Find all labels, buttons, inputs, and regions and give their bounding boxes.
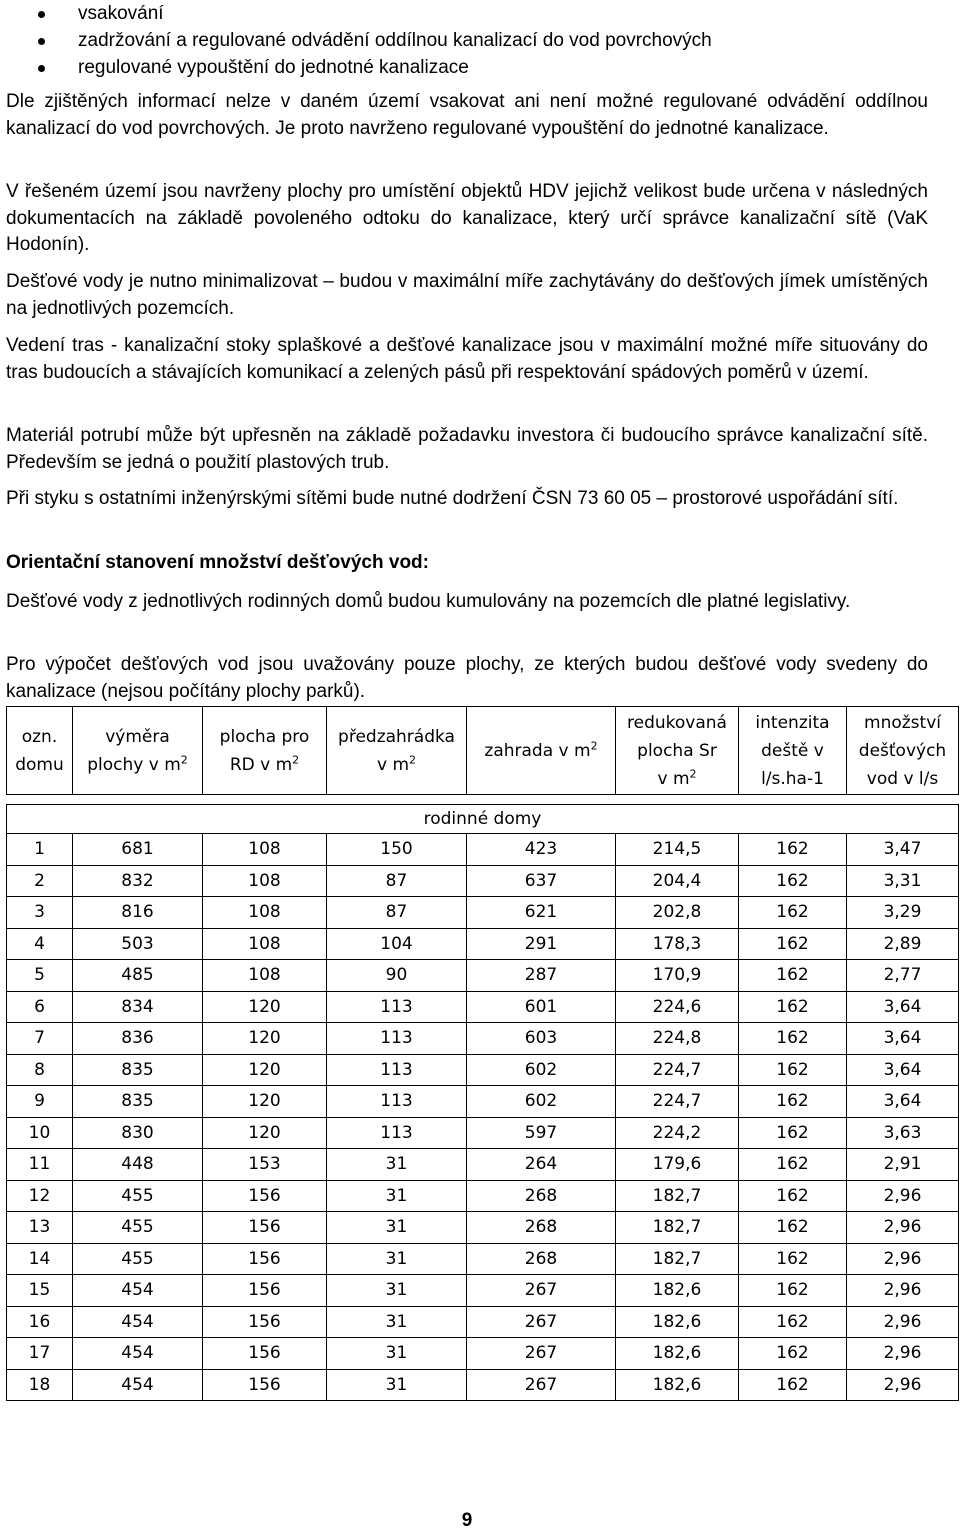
table-cell: 224,6: [616, 991, 739, 1023]
table-cell: 87: [327, 897, 467, 929]
table-header-row: [7, 707, 959, 795]
bullet-icon: [38, 38, 45, 45]
header-text: intenzita: [755, 712, 830, 733]
bullet-text: zadržování a regulované odvádění oddílnou kanalizací do vod povrchových: [78, 30, 712, 51]
bullet-item: [6, 0, 946, 27]
table-cell: 156: [203, 1180, 327, 1212]
table-cell: 834: [73, 991, 203, 1023]
header-text: v $m^2$: [657, 766, 697, 789]
table-cell: 291: [467, 928, 616, 960]
header-text: plochy v $m^2$: [87, 752, 188, 775]
table-cell: 3,31: [847, 865, 959, 897]
table-cell: 120: [203, 1117, 327, 1149]
header-text: výměra: [105, 726, 170, 747]
table-cell: 2,96: [847, 1275, 959, 1307]
table-cell: 2,96: [847, 1180, 959, 1212]
table-row: [7, 1117, 959, 1149]
table-cell: 204,4: [616, 865, 739, 897]
table-cell: 156: [203, 1338, 327, 1370]
table-cell: 113: [327, 1117, 467, 1149]
rainwater-table: [6, 706, 959, 1401]
table-cell: 10: [7, 1117, 73, 1149]
header-rain-intensity: [739, 707, 847, 795]
table-cell: 113: [327, 991, 467, 1023]
table-cell: 31: [327, 1243, 467, 1275]
bullet-text: vsakování: [78, 3, 164, 24]
bullet-list: [6, 0, 946, 81]
table-cell: 162: [739, 897, 847, 929]
table-row: [7, 960, 959, 992]
table-cell: 90: [327, 960, 467, 992]
table-row: [7, 1180, 959, 1212]
table-cell: 2,96: [847, 1369, 959, 1401]
table-cell: 170,9: [616, 960, 739, 992]
header-text: vod v l/s: [866, 768, 939, 789]
paragraph: Pro výpočet dešťových vod jsou uvažovány pouze plochy, ze kterých budou dešťové vody svedeny do kanalizace (nejsou počítány plochy parků).: [6, 654, 928, 702]
table-cell: 156: [203, 1306, 327, 1338]
table-cell: 182,6: [616, 1369, 739, 1401]
table-cell: 182,6: [616, 1306, 739, 1338]
table-cell: 162: [739, 928, 847, 960]
table-row: [7, 865, 959, 897]
table-cell: 162: [739, 1243, 847, 1275]
spacer-cell: [7, 795, 959, 805]
table-group-row: [7, 805, 959, 834]
bullet-item: [6, 54, 946, 81]
table-cell: 153: [203, 1149, 327, 1181]
table-cell: 832: [73, 865, 203, 897]
table-row: [7, 928, 959, 960]
table-cell: 2,91: [847, 1149, 959, 1181]
table-cell: 485: [73, 960, 203, 992]
table-cell: 162: [739, 1086, 847, 1118]
table-cell: 601: [467, 991, 616, 1023]
paragraph: Materiál potrubí může být upřesněn na základě požadavku investora či budoucího správce kanalizační sítě. Především se jedná o použití plastových trub.: [6, 425, 928, 473]
table-cell: 17: [7, 1338, 73, 1370]
header-text: redukovaná: [627, 712, 727, 733]
header-reduced-area: [616, 707, 739, 795]
table-cell: 454: [73, 1369, 203, 1401]
table-cell: 214,5: [616, 834, 739, 866]
table-cell: 11: [7, 1149, 73, 1181]
table-cell: 162: [739, 1369, 847, 1401]
paragraph: Dle zjištěných informací nelze v daném území vsakovat ani není možné regulované odvádění oddílnou kanalizací do vod povrchových. Je proto navrženo regulované vypouštění do jednotné kanalizace.: [6, 91, 928, 139]
table-cell: 3,63: [847, 1117, 959, 1149]
table-row: [7, 1369, 959, 1401]
table-cell: 162: [739, 991, 847, 1023]
table-cell: 179,6: [616, 1149, 739, 1181]
table-cell: 268: [467, 1243, 616, 1275]
table-cell: 108: [203, 897, 327, 929]
table-cell: 162: [739, 960, 847, 992]
header-text: domu: [15, 754, 64, 775]
table-cell: 120: [203, 1023, 327, 1055]
table-cell: 31: [327, 1149, 467, 1181]
bullet-item: [6, 27, 946, 54]
table-row: [7, 897, 959, 929]
header-text: l/s.ha-1: [761, 768, 824, 789]
table-cell: 3,64: [847, 1054, 959, 1086]
header-text: zahrada v $m^2$: [484, 738, 598, 761]
table-cell: 224,8: [616, 1023, 739, 1055]
table-cell: 12: [7, 1180, 73, 1212]
table-row: [7, 1306, 959, 1338]
table-cell: 454: [73, 1306, 203, 1338]
table-cell: 182,7: [616, 1180, 739, 1212]
table-cell: 120: [203, 991, 327, 1023]
section-heading: Orientační stanovení množství dešťových vod:: [6, 552, 429, 573]
table-row: [7, 1054, 959, 1086]
table-cell: 120: [203, 1086, 327, 1118]
header-rd-area: [203, 707, 327, 795]
table-cell: 113: [327, 1023, 467, 1055]
table-cell: 423: [467, 834, 616, 866]
table-cell: 120: [203, 1054, 327, 1086]
table-cell: 267: [467, 1338, 616, 1370]
table-cell: 455: [73, 1180, 203, 1212]
table-cell: 8: [7, 1054, 73, 1086]
table-cell: 182,6: [616, 1275, 739, 1307]
table-cell: 2,77: [847, 960, 959, 992]
header-text: v $m^2$: [376, 752, 417, 775]
paragraph: Při styku s ostatními inženýrskými sítěmi bude nutné dodržení ČSN 73 60 05 – prostorové uspořádání sítí.: [6, 488, 899, 509]
table-cell: 108: [203, 865, 327, 897]
table-cell: 104: [327, 928, 467, 960]
table-cell: 162: [739, 1054, 847, 1086]
table-cell: 162: [739, 1149, 847, 1181]
table-cell: 156: [203, 1212, 327, 1244]
table-cell: 31: [327, 1180, 467, 1212]
table-cell: 268: [467, 1212, 616, 1244]
header-flow: [847, 707, 959, 795]
table-cell: 267: [467, 1369, 616, 1401]
table-cell: 9: [7, 1086, 73, 1118]
table-cell: 182,6: [616, 1338, 739, 1370]
table-row: [7, 1086, 959, 1118]
table-cell: 503: [73, 928, 203, 960]
table-cell: 287: [467, 960, 616, 992]
table-cell: 637: [467, 865, 616, 897]
table-cell: 156: [203, 1243, 327, 1275]
header-text: dešťových: [858, 740, 947, 761]
table-cell: 182,7: [616, 1212, 739, 1244]
table-cell: 268: [467, 1180, 616, 1212]
group-label: rodinné domy: [7, 805, 959, 834]
table-cell: 162: [739, 1212, 847, 1244]
table-cell: 18: [7, 1369, 73, 1401]
table-cell: 835: [73, 1054, 203, 1086]
page-number: 9: [461, 1510, 473, 1531]
table-cell: 1: [7, 834, 73, 866]
table-cell: 31: [327, 1369, 467, 1401]
header-front-garden: [327, 707, 467, 795]
table-cell: 455: [73, 1243, 203, 1275]
table-spacer-row: [7, 795, 959, 805]
table-cell: 835: [73, 1086, 203, 1118]
table-cell: 3,29: [847, 897, 959, 929]
header-area: [73, 707, 203, 795]
table-cell: 162: [739, 1338, 847, 1370]
table-cell: 224,2: [616, 1117, 739, 1149]
table-cell: 15: [7, 1275, 73, 1307]
bullet-icon: [38, 65, 45, 72]
table-cell: 3,64: [847, 1086, 959, 1118]
table-cell: 16: [7, 1306, 73, 1338]
table-cell: 31: [327, 1275, 467, 1307]
table-cell: 454: [73, 1275, 203, 1307]
table-cell: 162: [739, 865, 847, 897]
table-cell: 31: [327, 1212, 467, 1244]
table-cell: 602: [467, 1054, 616, 1086]
table-cell: 87: [327, 865, 467, 897]
header-house-id: [7, 707, 73, 795]
table-cell: 455: [73, 1212, 203, 1244]
header-text: plocha Sr: [637, 740, 717, 761]
table-cell: 182,7: [616, 1243, 739, 1275]
table-cell: 178,3: [616, 928, 739, 960]
table-cell: 2,96: [847, 1306, 959, 1338]
paragraph: Dešťové vody je nutno minimalizovat – budou v maximální míře zachytávány do dešťových jímek umístěných na jednotlivých pozemcích.: [6, 271, 928, 319]
header-text: RD v $m^2$: [229, 752, 300, 775]
table-cell: 3: [7, 897, 73, 929]
table-row: [7, 1338, 959, 1370]
table-cell: 448: [73, 1149, 203, 1181]
table-cell: 836: [73, 1023, 203, 1055]
table-row: [7, 1243, 959, 1275]
table-cell: 3,64: [847, 1023, 959, 1055]
table-cell: 162: [739, 834, 847, 866]
table-cell: 108: [203, 834, 327, 866]
table-cell: 162: [739, 1180, 847, 1212]
table-cell: 224,7: [616, 1086, 739, 1118]
table-cell: 162: [739, 1275, 847, 1307]
table-cell: 202,8: [616, 897, 739, 929]
paragraph: V řešeném území jsou navrženy plochy pro umístění objektů HDV jejichž velikost bude určena v následných dokumentacích na základě povoleného odtoku do kanalizace, který určí správce kanalizační sítě (VaK Hodonín).: [6, 181, 928, 255]
table-row: [7, 834, 959, 866]
table-cell: 162: [739, 1023, 847, 1055]
table-cell: 162: [739, 1306, 847, 1338]
table-cell: 267: [467, 1275, 616, 1307]
table-cell: 162: [739, 1117, 847, 1149]
header-text: předzahrádka: [338, 726, 455, 747]
table-cell: 2,89: [847, 928, 959, 960]
table-cell: 2: [7, 865, 73, 897]
table-cell: 602: [467, 1086, 616, 1118]
table-row: [7, 1212, 959, 1244]
table-cell: 6: [7, 991, 73, 1023]
table-cell: 113: [327, 1086, 467, 1118]
table-cell: 816: [73, 897, 203, 929]
table-cell: 2,96: [847, 1338, 959, 1370]
table-cell: 5: [7, 960, 73, 992]
table-cell: 13: [7, 1212, 73, 1244]
table-cell: 681: [73, 834, 203, 866]
table-cell: 2,96: [847, 1243, 959, 1275]
table-cell: 108: [203, 928, 327, 960]
table-cell: 113: [327, 1054, 467, 1086]
table-cell: 597: [467, 1117, 616, 1149]
paragraph: Dešťové vody z jednotlivých rodinných domů budou kumulovány na pozemcích dle platné legislativy.: [6, 591, 851, 612]
table-cell: 156: [203, 1369, 327, 1401]
table-cell: 264: [467, 1149, 616, 1181]
table-cell: 621: [467, 897, 616, 929]
header-text: deště v: [761, 740, 824, 761]
header-text: plocha pro: [219, 726, 310, 747]
table-cell: 454: [73, 1338, 203, 1370]
table-cell: 603: [467, 1023, 616, 1055]
table-cell: 31: [327, 1338, 467, 1370]
table-cell: 14: [7, 1243, 73, 1275]
table-row: [7, 991, 959, 1023]
table-row: [7, 1149, 959, 1181]
table-cell: 108: [203, 960, 327, 992]
table-row: [7, 1023, 959, 1055]
table-cell: 7: [7, 1023, 73, 1055]
table-cell: 224,7: [616, 1054, 739, 1086]
table-row: [7, 1275, 959, 1307]
header-text: ozn.: [21, 726, 58, 747]
table-cell: 3,47: [847, 834, 959, 866]
table-cell: 267: [467, 1306, 616, 1338]
table-cell: 830: [73, 1117, 203, 1149]
table-cell: 156: [203, 1275, 327, 1307]
header-text: množství: [864, 712, 941, 733]
table-cell: 31: [327, 1306, 467, 1338]
header-garden: [467, 707, 616, 795]
table-cell: 150: [327, 834, 467, 866]
table-cell: 3,64: [847, 991, 959, 1023]
bullet-text: regulované vypouštění do jednotné kanalizace: [78, 57, 469, 78]
table-cell: 4: [7, 928, 73, 960]
paragraph: Vedení tras - kanalizační stoky splaškové a dešťové kanalizace jsou v maximální možné míře situovány do tras budoucích a stávajících komunikací a zelených pásů při respektování spádových poměrů v území.: [6, 335, 928, 383]
bullet-icon: [38, 11, 45, 18]
table-cell: 2,96: [847, 1212, 959, 1244]
